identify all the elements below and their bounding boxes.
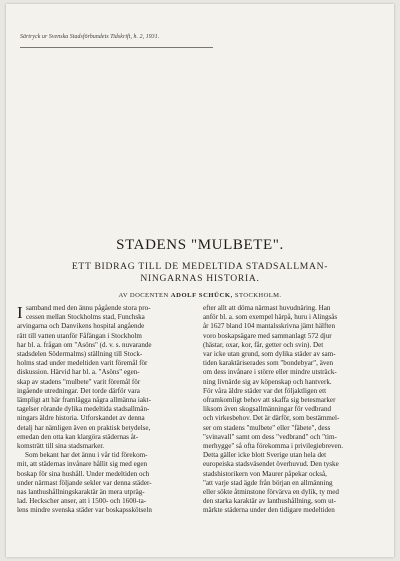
column-line: stadshistorikern von Maurer påpekar också, <box>203 469 327 478</box>
subtitle-line-2: NINGARNAS HISTORIA. <box>140 272 260 284</box>
column-line: "att varje stad ägde från början en allmänning <box>203 478 333 487</box>
column-line: ning livnärde sig av köpenskap och hantverk. <box>203 377 332 386</box>
column-line: har bl. a. frågan om "Asöns" (d. v. s. nuvarande <box>17 340 152 349</box>
column-line: eller sökte åtminstone förvärva en dylik, ty med <box>203 488 339 497</box>
left-column <box>17 304 181 516</box>
column-line: mit, att städernas invånare hållit sig med egen <box>17 460 148 469</box>
column-line: var icke utan grund, som dylika städer av sam- <box>203 350 336 359</box>
column-line: oframkomligt behov att skaffa sig betesmarker <box>203 396 336 405</box>
column-line: emedan den otta kan klargöra städernas åt- <box>17 432 139 441</box>
column-line: rätt till vatten utanför Fåfängan i Stockholm <box>17 331 142 340</box>
column-line: lad. Heckscher anser, att i 1500- och 1600-ta- <box>17 497 147 506</box>
column-line: tiden karaktäriserades som "bondebyar", även <box>203 359 334 368</box>
column-line: efter allt att döma närmast huvudnäring. Han <box>203 304 331 312</box>
column-line: år 1627 bland 104 mantalsskrivna jämt hälften <box>203 322 335 331</box>
document-page <box>6 4 394 557</box>
subtitle-line-1: ETT BIDRAG TILL DE MEDELTIDA STADSALLMAN- <box>71 261 329 272</box>
column-line: om dess invånare i större eller mindre utsträck- <box>203 368 337 377</box>
column-line: och virkesbehov. Det är därför, som bestämmel- <box>203 414 340 423</box>
column-line: liksom även skogsallmänningar för vedbrand <box>203 405 332 414</box>
column-line: den starka karaktär av lanthushållning, som ut- <box>203 497 336 506</box>
column-line: arvingarna och Danvikens hospital angående <box>17 322 145 331</box>
column-line: under närmast följande sekler var denna städer- <box>17 478 152 487</box>
column-line: ser om stadens "mulbete" eller "fäbete", dess <box>203 423 331 432</box>
column-line: nas lanthushållningskaraktär än mera utpräg- <box>17 488 145 497</box>
column-line: tagelser rörande dylika medeltida stadsallmän- <box>17 405 150 414</box>
column-line: europeiska stadsväsendet överhuvud. Den tyske <box>203 460 339 469</box>
article-subtitle <box>58 261 342 284</box>
column-line: ningars äldre historia. Utforskandet av denna <box>17 414 145 423</box>
column-line: "svinavall" samt om dess "vedbrand" och "tim- <box>203 432 337 441</box>
column-line: lens mindre svenska städer var boskapsskötseln <box>17 506 152 515</box>
column-line: detalj har nämligen även en praktisk betydelse, <box>17 423 151 432</box>
right-column <box>203 304 367 516</box>
column-line: stadsdelen Södermalms) ställning till Stock- <box>17 350 143 359</box>
column-line: boskap för sina hushåll. Under medeltiden och <box>17 469 150 478</box>
column-line: diskussion. Härvid har bl. a. "Asöns" egen- <box>17 368 140 377</box>
column-line: skap av stadens "mulbete" varit föremål för <box>17 377 141 386</box>
column-line: (hästar, oxar, kor, får, getter och svin). Det <box>203 340 324 349</box>
column-line: voro boskapsägare med sammanlagt 572 djur <box>203 331 332 340</box>
article-title: STADENS "MULBETE". <box>116 237 284 253</box>
column-line: märkte städerna under den tidigare medeltiden <box>203 506 335 515</box>
byline-city: STOCKHOLM. <box>234 292 282 299</box>
column-line: anför bl. a. som exempel härpå, huru i Alingsås <box>203 313 338 322</box>
header-rule <box>20 47 213 48</box>
column-line: Detta gäller icke blott Sverige utan hela det <box>203 451 327 460</box>
line-text: samband med den ännu pågående stora pro- <box>26 304 151 312</box>
column-line: cessen mellan Stockholms stad, Funchska <box>26 313 145 322</box>
column-line: merhygge" så ofta förekomma i privilegiebreven. <box>203 442 343 451</box>
byline-prefix: AV DOCENTEN <box>118 292 169 299</box>
drop-cap: I <box>17 303 23 322</box>
column-line: komsträtt till sina stadsmarker. <box>17 442 105 451</box>
offprint-header: Särtryck ur Svenska Stadsförbundets Tidskrift, h. 2, 1931. <box>20 34 160 40</box>
column-line: ingående utredningar. Det torde därför vara <box>17 386 140 395</box>
column-line: holms stad under medeltiden varit föremål för <box>17 359 148 368</box>
byline-author: ADOLF SCHÜCK, <box>170 292 233 299</box>
byline <box>6 292 394 299</box>
column-line: lämpligt att här framlägga några allmänna iakt- <box>17 396 151 405</box>
column-line: För våra äldre städer var det följaktligen ett <box>203 386 327 395</box>
column-line: Som bekant har det ännu i vår tid förekom- <box>25 451 148 460</box>
